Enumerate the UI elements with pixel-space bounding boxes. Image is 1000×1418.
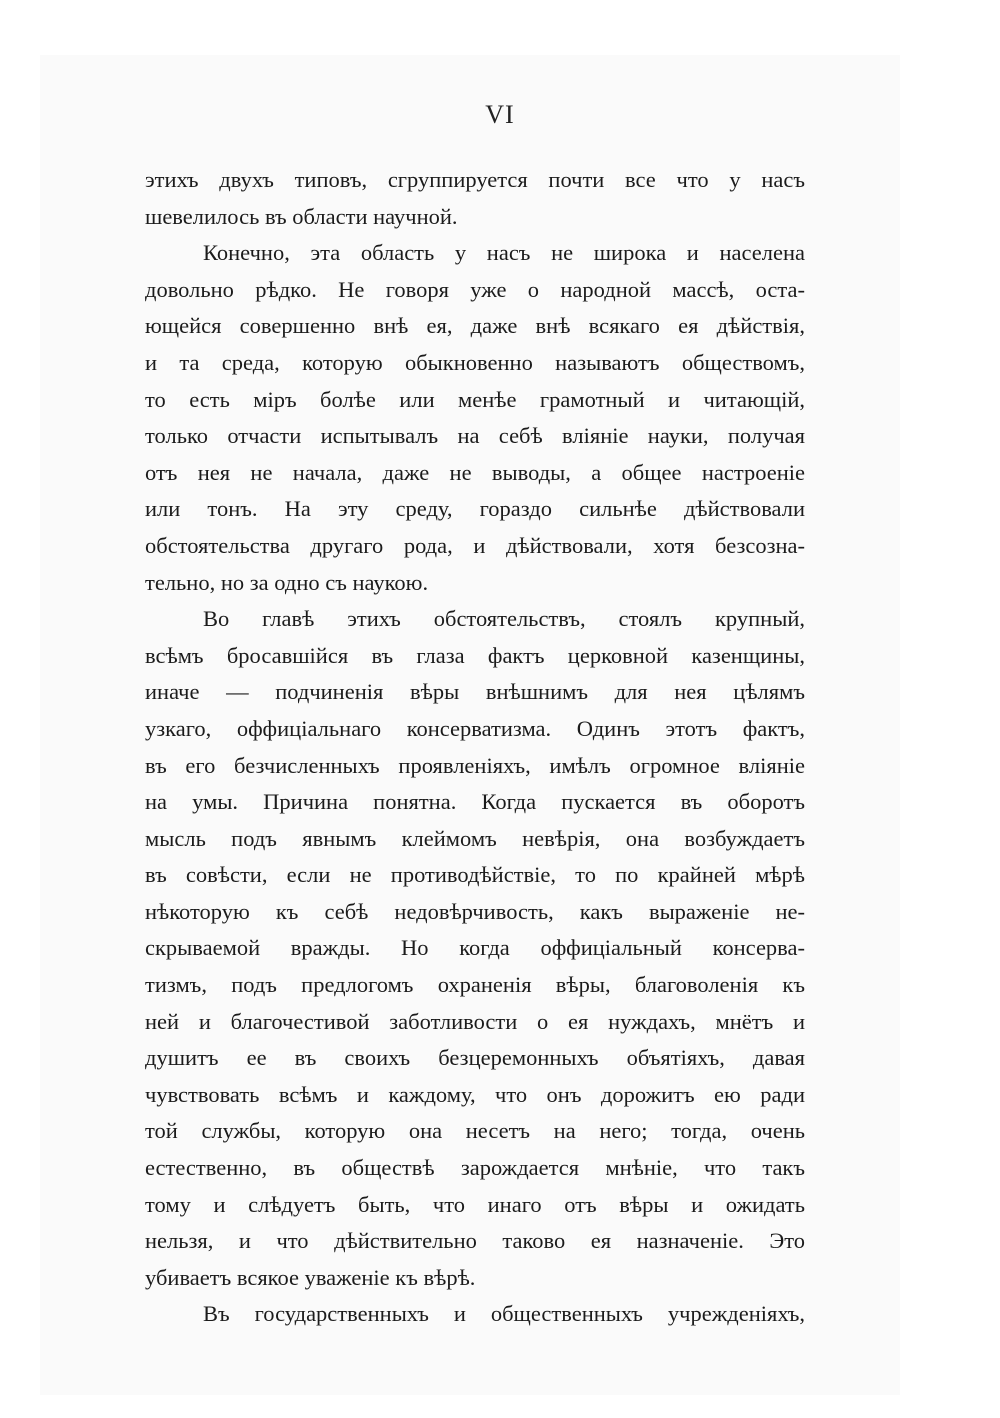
text-line: довольно рѣдко. Не говоря уже о народной массѣ, оста- <box>145 276 805 302</box>
text-line: тому и слѣдуетъ быть, что инаго отъ вѣры и ожидать <box>145 1191 805 1217</box>
text-line: иначе — подчиненія вѣры внѣшнимъ для нея цѣлямъ <box>145 679 805 705</box>
text-line: и та среда, которую обыкновенно называютъ обществомъ, <box>145 349 805 375</box>
text-line: естественно, въ обществѣ зарождается мнѣніе, что такъ <box>145 1155 805 1181</box>
page-number: VI <box>485 100 515 129</box>
text-line: мысль подъ явнымъ клеймомъ невѣрія, она возбуждаетъ <box>145 825 805 851</box>
text-line: ющейся совершенно внѣ ея, даже внѣ всякаго ея дѣйствія, <box>145 313 805 339</box>
text-line: той службы, которую она несетъ на него; тогда, очень <box>145 1118 805 1144</box>
text-line: Конечно, эта область у насъ не широка и населена <box>203 240 805 266</box>
text-line: нѣкоторую къ себѣ недовѣрчивость, какъ выраженіе не- <box>145 898 805 924</box>
text-line: на умы. Причина понятна. Когда пускается въ оборотъ <box>145 789 805 815</box>
text-line: узкаго, оффиціальнаго консерватизма. Одинъ этотъ фактъ, <box>145 715 805 741</box>
text-line: чувствовать всѣмъ и каждому, что онъ дорожитъ ею ради <box>145 1081 805 1107</box>
text-line: въ его безчисленныхъ проявленіяхъ, имѣлъ огромное вліяніе <box>145 752 805 778</box>
text-line: убиваетъ всякое уваженіе къ вѣрѣ. <box>145 1264 476 1290</box>
text-line: скрываемой вражды. Но когда оффиціальный консерва- <box>145 935 805 961</box>
text-line: или тонъ. На эту среду, гораздо сильнѣе дѣйствовали <box>145 496 805 522</box>
text-line: душитъ ее въ своихъ безцеремонныхъ объятіяхъ, давая <box>145 1045 805 1071</box>
text-line: въ совѣсти, если не противодѣйствіе, то по крайней мѣрѣ <box>145 862 805 888</box>
text-line: этихъ двухъ типовъ, сгруппируется почти все что у насъ <box>145 167 805 192</box>
body-text <box>145 162 805 1333</box>
text-line: отъ нея не начала, даже не выводы, а общее настроеніе <box>145 459 805 485</box>
text-line: нельзя, и что дѣйствительно таково ея назначеніе. Это <box>145 1228 805 1254</box>
text-line: всѣмъ бросавшійся въ глаза фактъ церковной казенщины, <box>145 642 805 668</box>
text-line: тизмъ, подъ предлогомъ охраненія вѣры, благоволенія къ <box>145 972 805 998</box>
text-line: обстоятельства другаго рода, и дѣйствовали, хотя безсозна- <box>145 532 805 558</box>
text-line: тельно, но за одно съ наукою. <box>145 569 429 595</box>
text-line: Во главѣ этихъ обстоятельствъ, стоялъ крупный, <box>203 606 805 632</box>
text-line: шевелилось въ области научной. <box>145 203 458 229</box>
text-line: ней и благочестивой заботливости о ея нуждахъ, мнётъ и <box>145 1008 805 1034</box>
text-line: Въ государственныхъ и общественныхъ учрежденіяхъ, <box>203 1301 805 1327</box>
text-line: то есть міръ болѣе или менѣе грамотный и читающій, <box>145 386 805 412</box>
text-line: только отчасти испытывалъ на себѣ вліяніе науки, получая <box>145 423 805 449</box>
